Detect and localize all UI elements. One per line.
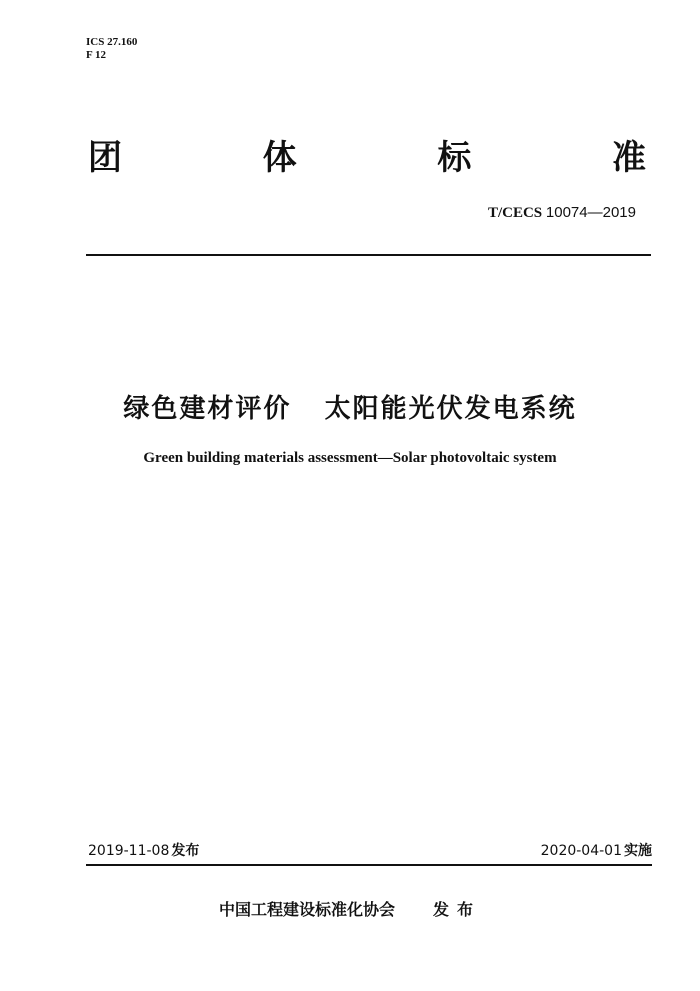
implement-date-block xyxy=(541,840,652,860)
standard-type-char: 准 xyxy=(611,138,646,178)
standard-number-value: 10074—2019 xyxy=(545,204,636,221)
publisher-action: 发布 xyxy=(433,900,482,919)
standard-number xyxy=(488,204,636,222)
ics-code: ICS 27.160 xyxy=(86,36,138,48)
bottom-divider xyxy=(86,864,652,866)
standard-number-prefix: T/CECS xyxy=(487,205,543,221)
standard-type-heading xyxy=(88,138,646,178)
implement-label: 实施 xyxy=(624,843,652,859)
chinese-title: 绿色建材评价 太阳能光伏发电系统 xyxy=(123,394,577,424)
top-divider xyxy=(86,254,651,256)
publisher-line xyxy=(0,897,700,920)
issue-date: 2019-11-08 xyxy=(88,843,170,859)
publisher-name: 中国工程建设标准化协会 xyxy=(218,900,395,919)
classification-codes xyxy=(86,36,137,62)
standard-type-char: 体 xyxy=(262,138,297,178)
ccs-code: F 12 xyxy=(86,49,107,61)
standard-type-char: 标 xyxy=(437,138,472,178)
standard-type-char: 团 xyxy=(88,138,122,178)
english-title: Green building materials assessment—Solar photovoltaic system xyxy=(143,450,557,466)
issue-date-block xyxy=(88,840,199,860)
implement-date: 2020-04-01 xyxy=(540,843,622,859)
issue-label: 发布 xyxy=(171,843,200,859)
